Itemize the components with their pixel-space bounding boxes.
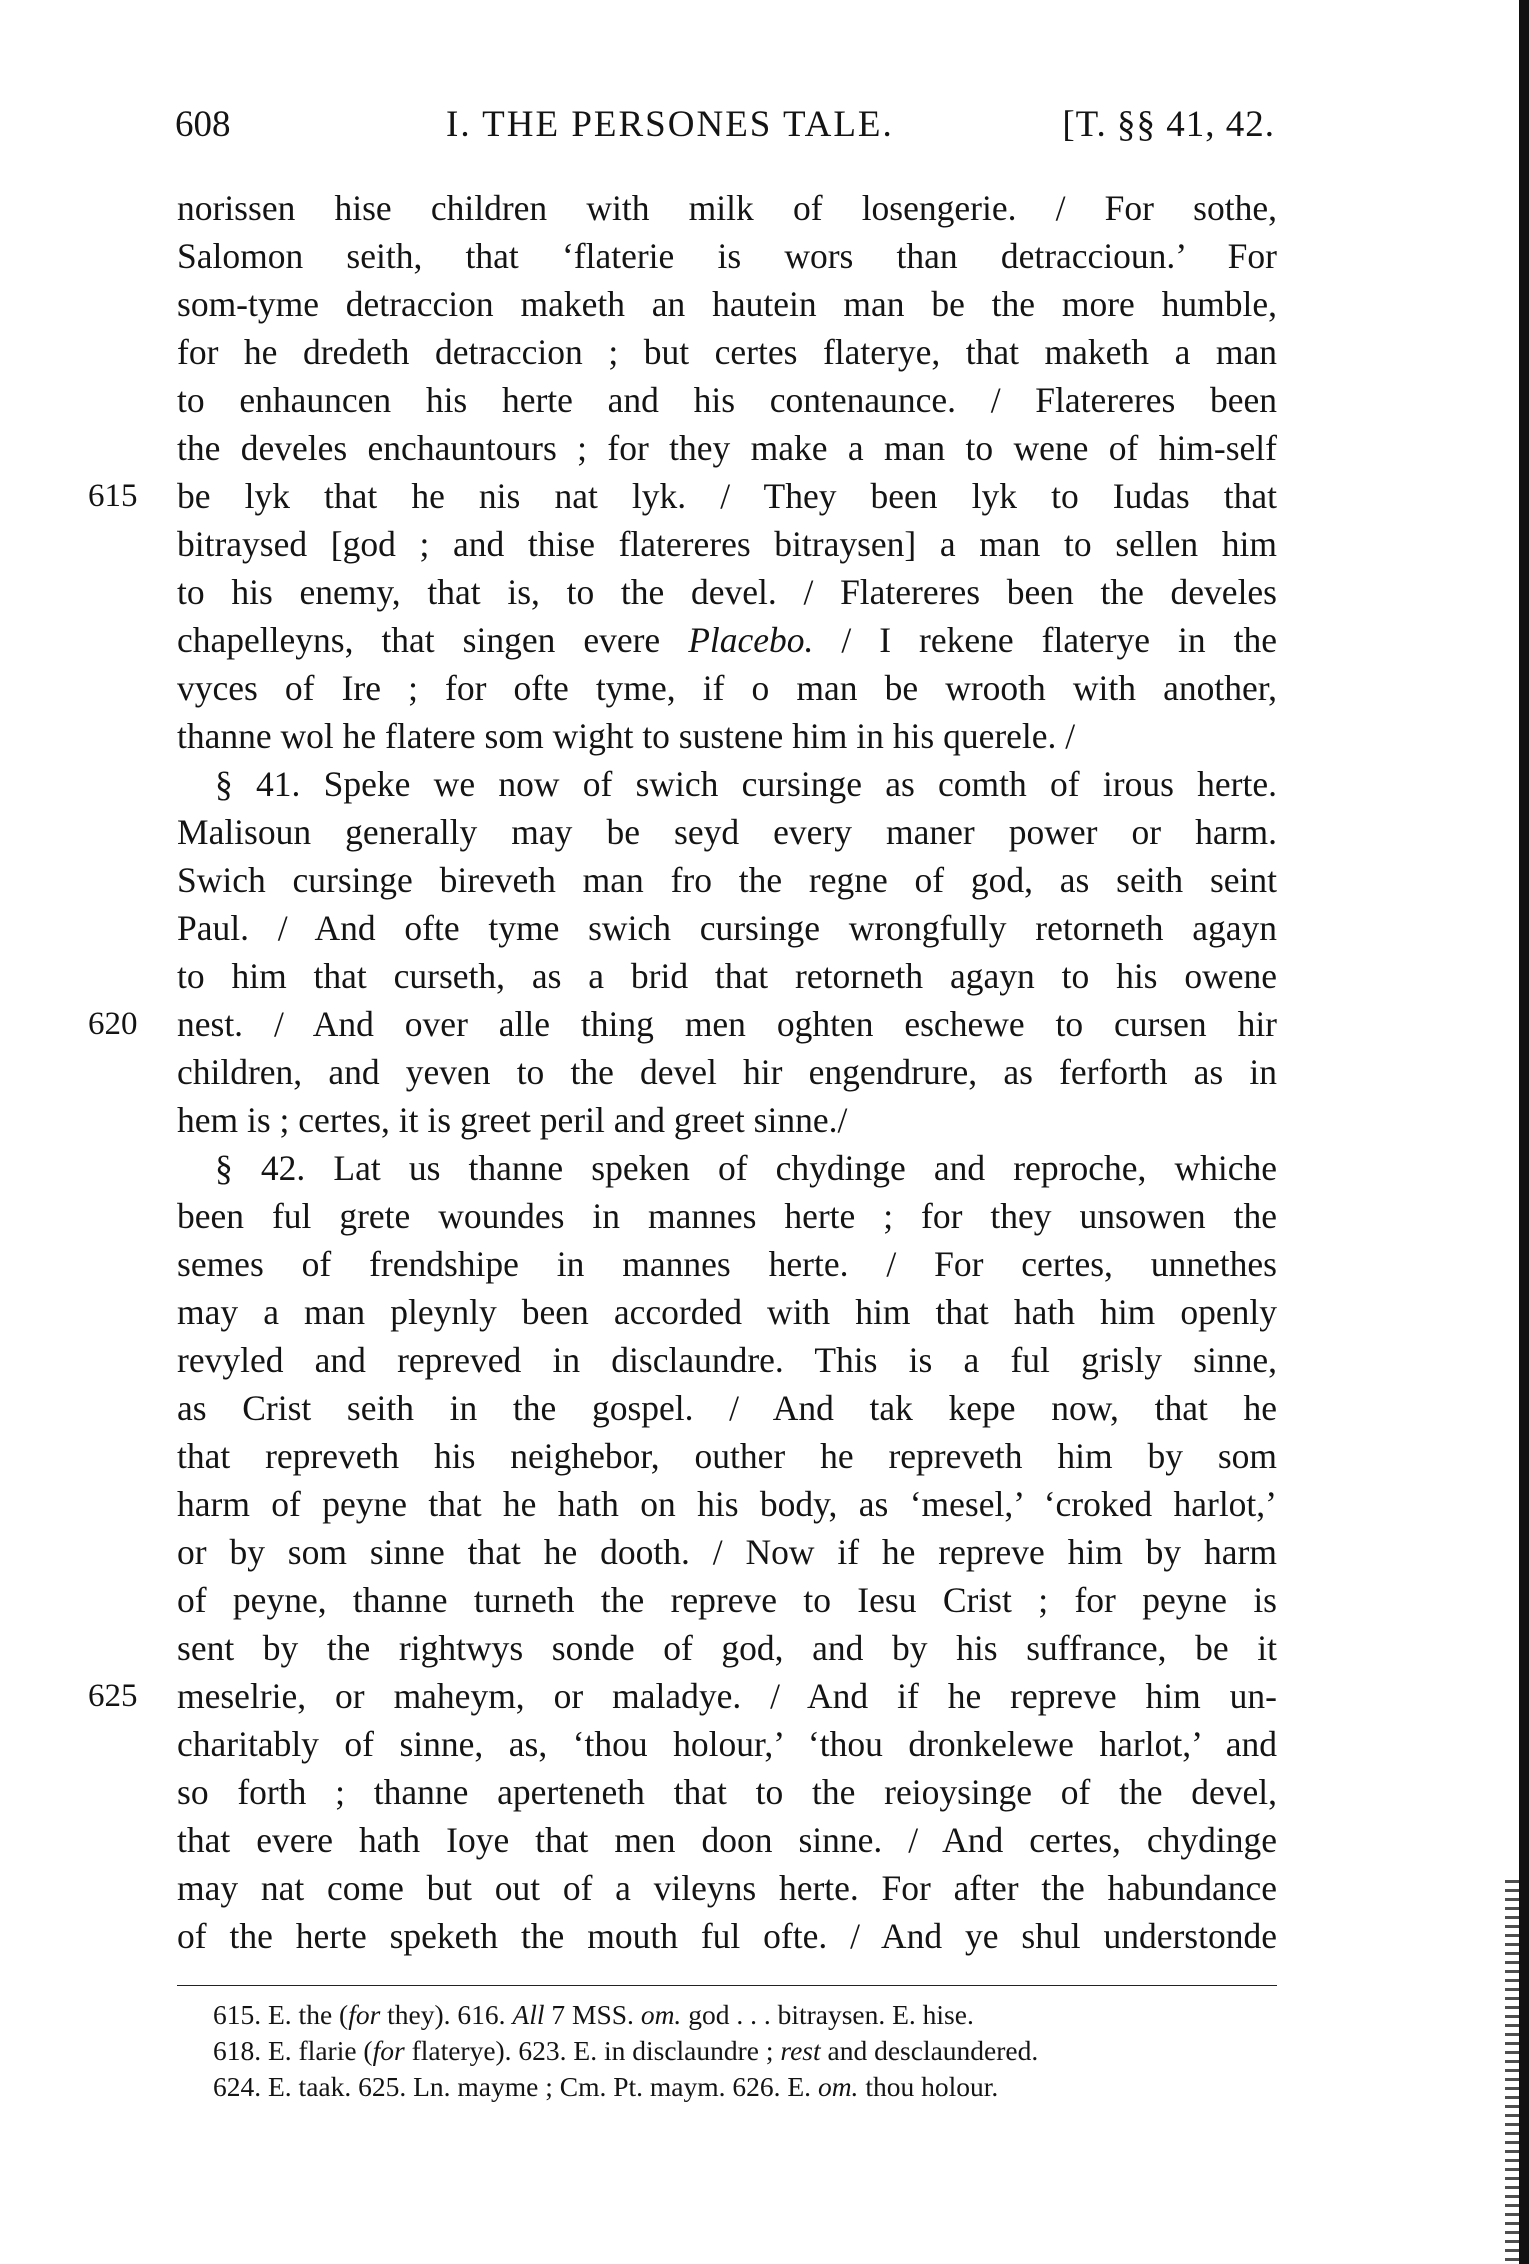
text-line: som-tyme detraccion maketh an hautein man be the more humble, [177, 284, 1277, 324]
section-reference: [T. §§ 41, 42. [1062, 104, 1275, 145]
text-line: that repreveth his neighebor, outher he repreveth him by som [177, 1436, 1277, 1476]
text-line: may a man pleynly been accorded with him that hath him openly [177, 1292, 1277, 1332]
text-line: for he dredeth detraccion ; but certes flaterye, that maketh a man [177, 332, 1277, 372]
section-42-start: § 42. Lat us thanne speken of chydinge and reproche, whiche [215, 1148, 1277, 1188]
text-line: bitraysed [god ; and thise flatereres bitraysen] a man to sellen him [177, 524, 1277, 564]
text-line: Salomon seith, that ‘flaterie is wors than detraccioun.’ For [177, 236, 1277, 276]
text-line: sent by the rightwys sonde of god, and by his suffrance, be it [177, 1628, 1277, 1668]
text-line: children, and yeven to the devel hir engendrure, as ferforth as in [177, 1052, 1277, 1092]
text-line: so forth ; thanne aperteneth that to the reioysinge of the devel, [177, 1772, 1277, 1812]
text-line: hem is ; certes, it is greet peril and greet sinne./ [177, 1100, 848, 1140]
line-number-625: 625 [88, 1678, 138, 1714]
text-line: charitably of sinne, as, ‘thou holour,’ ‘thou dronkelewe harlot,’ and [177, 1724, 1277, 1764]
footnote-line: 615. E. the (for they). 616. All 7 MSS. om. god . . . bitraysen. E. hise. [213, 1999, 974, 2030]
running-title: I. THE PERSONES TALE. [446, 104, 894, 145]
text-line: may nat come but out of a vileyns herte. For after the habundance [177, 1868, 1277, 1908]
text-line: to him that curseth, as a brid that retorneth agayn to his owene [177, 956, 1277, 996]
text-line: harm of peyne that he hath on his body, as ‘mesel,’ ‘croked harlot,’ [177, 1484, 1277, 1524]
text-line: chapelleyns, that singen evere Placebo. / I rekene flaterye in the [177, 620, 1277, 660]
text-line: thanne wol he flatere som wight to sustene him in his querele. / [177, 716, 1076, 756]
page-edge-marks [1505, 1880, 1519, 2264]
text-line: semes of frendshipe in mannes herte. / For certes, unnethes [177, 1244, 1277, 1284]
text-line: be lyk that he nis nat lyk. / They been lyk to Iudas that [177, 476, 1277, 516]
text-line: as Crist seith in the gospel. / And tak kepe now, that he [177, 1388, 1277, 1428]
text-line: of the herte speketh the mouth ful ofte. / And ye shul understonde [177, 1916, 1277, 1956]
text-line: of peyne, thanne turneth the repreve to Iesu Crist ; for peyne is [177, 1580, 1277, 1620]
text-line: Malisoun generally may be seyd every maner power or harm. [177, 812, 1277, 852]
text-line: or by som sinne that he dooth. / Now if he repreve him by harm [177, 1532, 1277, 1572]
section-41-start: § 41. Speke we now of swich cursinge as comth of irous herte. [215, 764, 1277, 804]
text-line: Paul. / And ofte tyme swich cursinge wrongfully retorneth agayn [177, 908, 1277, 948]
page-edge-shadow [1519, 0, 1529, 2264]
text-line: revyled and repreved in disclaundre. This is a ful grisly sinne, [177, 1340, 1277, 1380]
text-line: meselrie, or maheym, or maladye. / And if he repreve him un- [177, 1676, 1277, 1716]
page-number: 608 [175, 104, 231, 145]
text-line: Swich cursinge bireveth man fro the regne of god, as seith seint [177, 860, 1277, 900]
text-line: that evere hath Ioye that men doon sinne. / And certes, chydinge [177, 1820, 1277, 1860]
line-number-615: 615 [88, 478, 138, 514]
line-number-620: 620 [88, 1006, 138, 1042]
footnote-divider [177, 1985, 1277, 1986]
text-line: to enhauncen his herte and his contenaunce. / Flatereres been [177, 380, 1277, 420]
text-line: the develes enchauntours ; for they make a man to wene of him-self [177, 428, 1277, 468]
footnote-line: 618. E. flarie (for flaterye). 623. E. in disclaundre ; rest and desclaundered. [213, 2035, 1039, 2066]
footnote-line: 624. E. taak. 625. Ln. mayme ; Cm. Pt. maym. 626. E. om. thou holour. [213, 2071, 999, 2102]
running-header [175, 100, 1275, 150]
text-line: norissen hise children with milk of losengerie. / For sothe, [177, 188, 1277, 228]
text-line: nest. / And over alle thing men oghten eschewe to cursen hir [177, 1004, 1277, 1044]
text-line: to his enemy, that is, to the devel. / Flatereres been the develes [177, 572, 1277, 612]
text-line: been ful grete woundes in mannes herte ; for they unsowen the [177, 1196, 1277, 1236]
text-line: vyces of Ire ; for ofte tyme, if o man be wrooth with another, [177, 668, 1277, 708]
